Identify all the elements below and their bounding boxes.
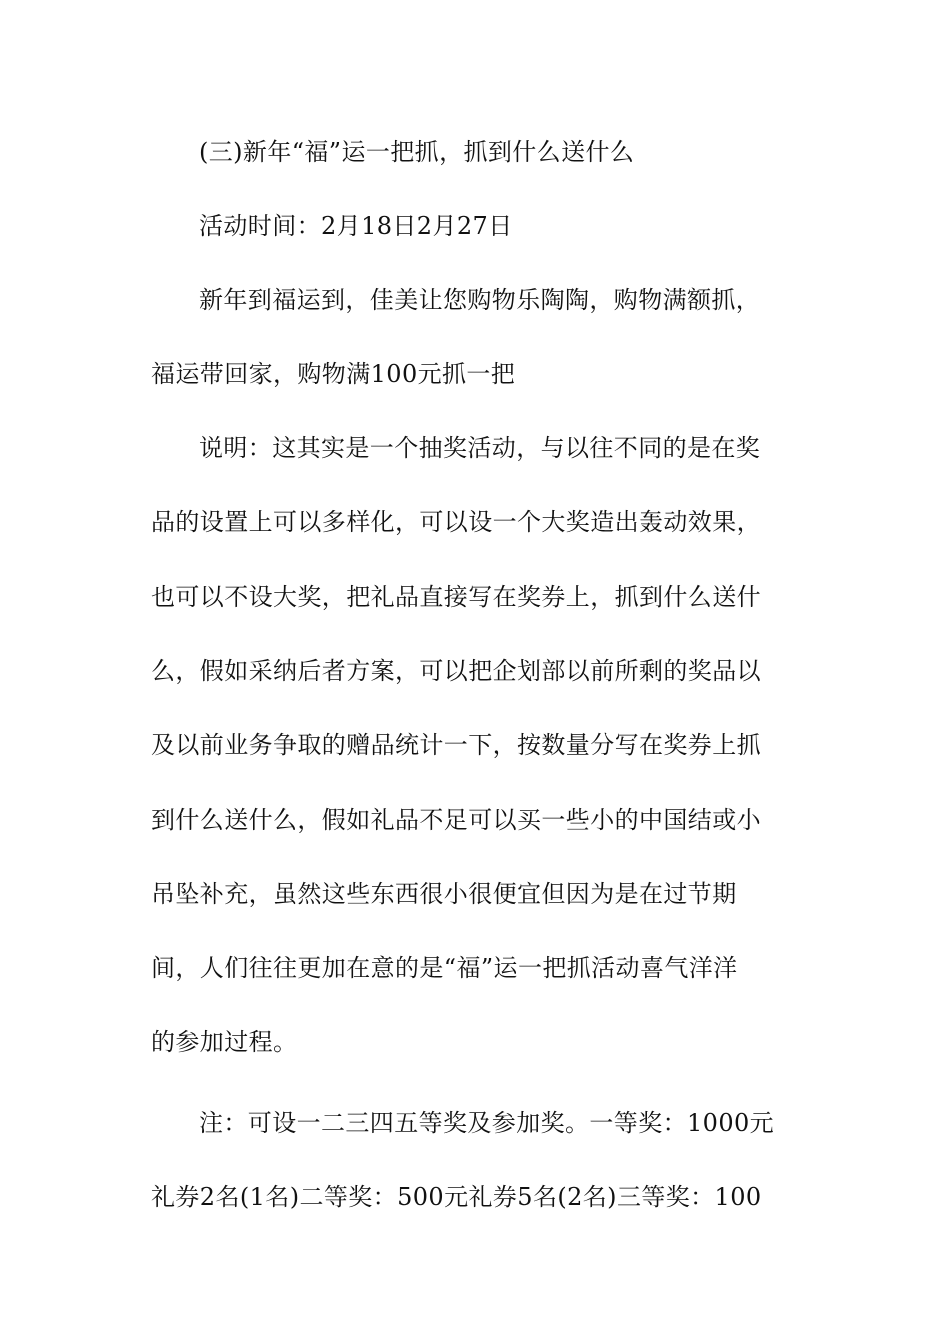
- paragraph-line: 注：可设一二三四五等奖及参加奖。一等奖：1000元: [199, 1109, 775, 1137]
- activity-time: 活动时间：2月18日2月27日: [199, 212, 513, 240]
- paragraph-line: 到什么送什么，假如礼品不足可以买一些小的中国结或小: [151, 806, 761, 834]
- paragraph-line: 说明：这其实是一个抽奖活动，与以往不同的是在奖: [199, 434, 761, 462]
- paragraph-line: 礼券2名(1名)二等奖：500元礼券5名(2名)三等奖：100: [151, 1183, 762, 1211]
- paragraph-line: 也可以不设大奖，把礼品直接写在奖券上，抓到什么送什: [151, 583, 761, 611]
- paragraph-line: 吊坠补充，虽然这些东西很小很便宜但因为是在过节期: [151, 880, 737, 908]
- paragraph-line: 的参加过程。: [151, 1028, 298, 1056]
- paragraph-line: 福运带回家，购物满100元抓一把: [151, 360, 516, 388]
- paragraph-line: 新年到福运到，佳美让您购物乐陶陶，购物满额抓，: [199, 286, 761, 314]
- paragraph-line: 及以前业务争取的赠品统计一下，按数量分写在奖券上抓: [151, 731, 761, 759]
- paragraph-line: 品的设置上可以多样化，可以设一个大奖造出轰动效果，: [151, 508, 761, 536]
- paragraph-line: 么，假如采纳后者方案，可以把企划部以前所剩的奖品以: [151, 657, 761, 685]
- section-heading: (三)新年“福”运一把抓，抓到什么送什么: [199, 138, 635, 166]
- paragraph-line: 间，人们往往更加在意的是“福”运一把抓活动喜气洋洋: [151, 954, 738, 982]
